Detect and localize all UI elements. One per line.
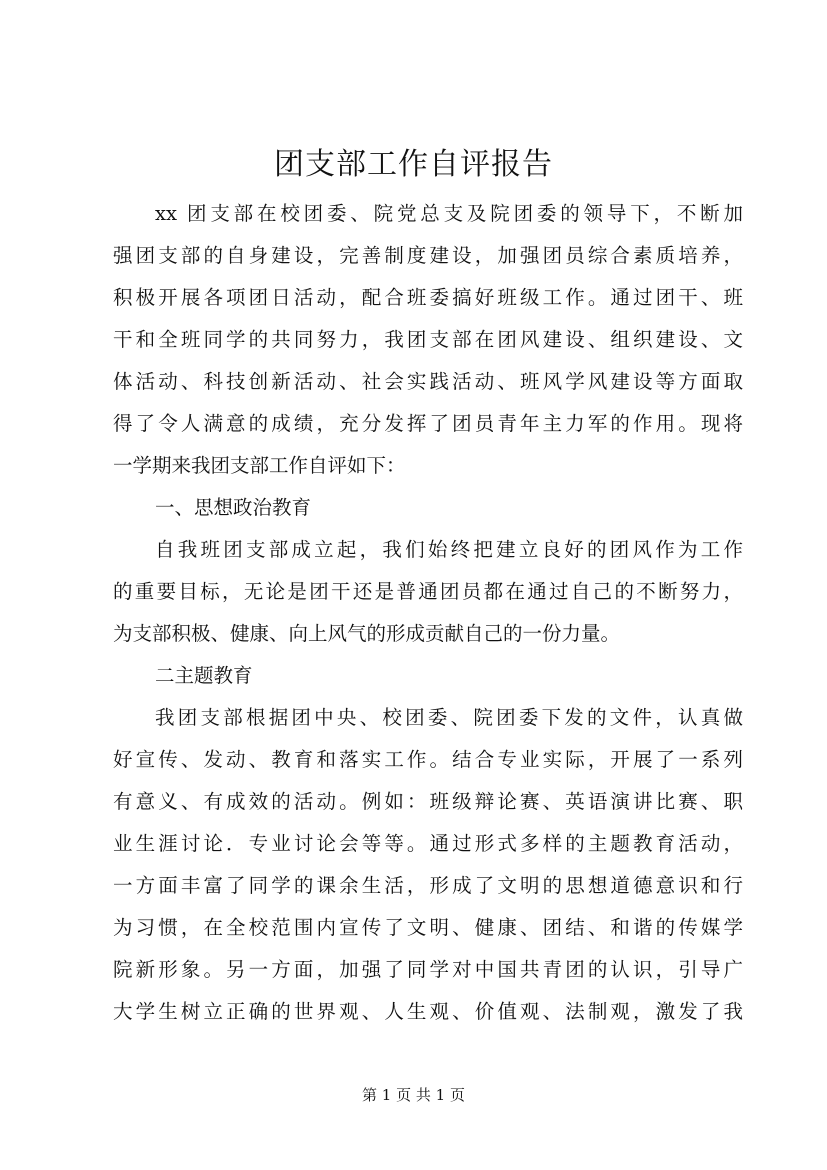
- body-line: 我团支部根据团中央、校团委、院团委下发的文件，认真做: [155, 706, 743, 729]
- document-title: 团支部工作自评报告: [274, 147, 553, 182]
- body-line: 为支部积极、健康、向上风气的形成贡献自己的一份力量。: [113, 622, 621, 645]
- body-line: 积极开展各项团日活动，配合班委搞好班级工作。通过团干、班: [113, 286, 743, 309]
- body-line: 强团支部的自身建设，完善制度建设，加强团员综合素质培养，: [113, 244, 743, 267]
- body-line: xx 团支部在校团委、院党总支及院团委的领导下，不断加: [155, 202, 743, 225]
- body-line: 院新形象。另一方面，加强了同学对中国共青团的认识，引导广: [113, 958, 743, 981]
- body-line: 业生涯讨论．专业讨论会等等。通过形式多样的主题教育活动，: [113, 832, 743, 855]
- body-line: 一学期来我团支部工作自评如下：: [113, 454, 406, 477]
- section-heading: 一、思想政治教育: [155, 496, 312, 519]
- body-line: 体活动、科技创新活动、社会实践活动、班风学风建设等方面取: [113, 370, 743, 393]
- body-line: 好宣传、发动、教育和落实工作。结合专业实际，开展了一系列: [113, 748, 743, 771]
- page-footer: 第 1 页 共 1 页: [362, 1086, 465, 1104]
- body-line: 有意义、有成效的活动。例如：班级辩论赛、英语演讲比赛、职: [113, 790, 743, 813]
- section-heading: 二主题教育: [155, 664, 253, 687]
- body-line: 自我班团支部成立起，我们始终把建立良好的团风作为工作: [155, 538, 743, 561]
- body-line: 干和全班同学的共同努力，我团支部在团风建设、组织建设、文: [113, 328, 743, 351]
- body-line: 一方面丰富了同学的课余生活，形成了文明的思想道德意识和行: [113, 874, 743, 897]
- body-line: 为习惯，在全校范围内宣传了文明、健康、团结、和谐的传媒学: [113, 916, 743, 939]
- body-line: 得了令人满意的成绩，充分发挥了团员青年主力军的作用。现将: [113, 412, 743, 435]
- body-line: 大学生树立正确的世界观、人生观、价值观、法制观，激发了我: [113, 1000, 743, 1023]
- body-line: 的重要目标，无论是团干还是普通团员都在通过自己的不断努力，: [113, 580, 743, 603]
